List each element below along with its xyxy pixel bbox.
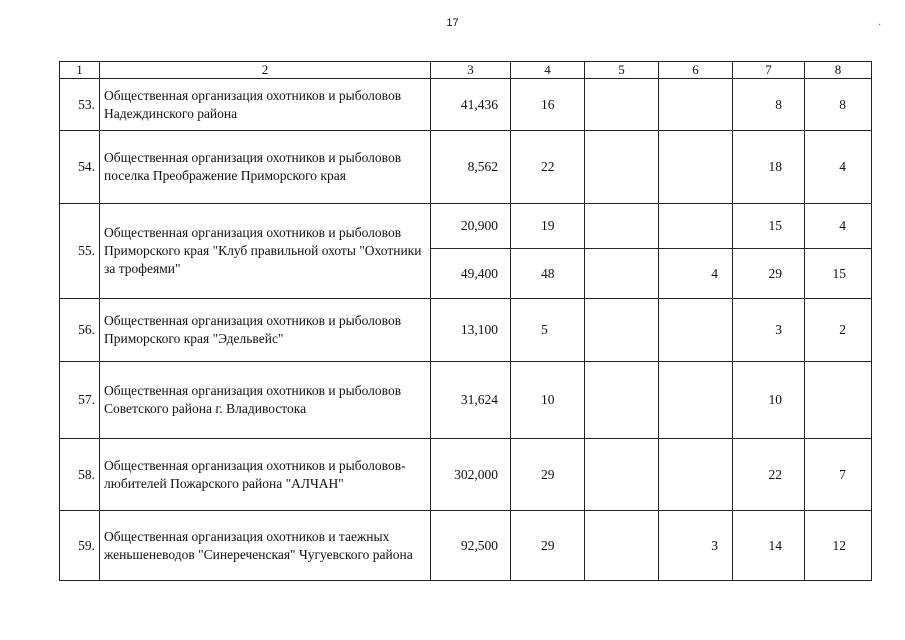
cell-col-4: 5 xyxy=(511,299,585,362)
cell-col-6 xyxy=(659,299,733,362)
cell-col-4: 19 xyxy=(511,204,585,249)
organization-name: Общественная организация охотников и рыболовов Приморского края "Эдельвейс" xyxy=(100,299,431,362)
row-number: 53. xyxy=(60,79,100,131)
column-header: 5 xyxy=(585,62,659,79)
organization-name: Общественная организация охотников и рыболовов поселка Преображение Приморского края xyxy=(100,131,431,204)
organization-name: Общественная организация охотников и рыболовов Надеждинского района xyxy=(100,79,431,131)
cell-col-5 xyxy=(585,439,659,511)
cell-col-6 xyxy=(659,439,733,511)
cell-col-7: 8 xyxy=(733,79,805,131)
cell-col-7: 15 xyxy=(733,204,805,249)
column-header: 4 xyxy=(511,62,585,79)
cell-col-7: 14 xyxy=(733,511,805,581)
cell-col-4: 29 xyxy=(511,439,585,511)
cell-col-6: 3 xyxy=(659,511,733,581)
cell-col-7: 22 xyxy=(733,439,805,511)
cell-col-8: 8 xyxy=(805,79,872,131)
row-number: 56. xyxy=(60,299,100,362)
row-number: 58. xyxy=(60,439,100,511)
cell-col-4: 22 xyxy=(511,131,585,204)
cell-col-3: 8,562 xyxy=(431,131,511,204)
cell-col-8: 15 xyxy=(805,249,872,299)
table-header-row xyxy=(60,62,872,79)
cell-col-6 xyxy=(659,204,733,249)
cell-col-5 xyxy=(585,511,659,581)
cell-col-7: 3 xyxy=(733,299,805,362)
row-number: 57. xyxy=(60,362,100,439)
cell-col-3: 92,500 xyxy=(431,511,511,581)
cell-col-5 xyxy=(585,249,659,299)
cell-col-7: 10 xyxy=(733,362,805,439)
cell-col-3: 41,436 xyxy=(431,79,511,131)
column-header: 3 xyxy=(431,62,511,79)
cell-col-3: 302,000 xyxy=(431,439,511,511)
cell-col-4: 29 xyxy=(511,511,585,581)
row-number: 59. xyxy=(60,511,100,581)
cell-col-4: 48 xyxy=(511,249,585,299)
cell-col-8: 4 xyxy=(805,131,872,204)
table-row xyxy=(60,131,872,204)
corner-mark: · xyxy=(878,20,882,31)
cell-col-5 xyxy=(585,299,659,362)
cell-col-7: 29 xyxy=(733,249,805,299)
cell-col-8: 12 xyxy=(805,511,872,581)
cell-col-3: 13,100 xyxy=(431,299,511,362)
column-header: 7 xyxy=(733,62,805,79)
row-number: 54. xyxy=(60,131,100,204)
column-header: 1 xyxy=(60,62,100,79)
cell-col-8 xyxy=(805,362,872,439)
cell-col-7: 18 xyxy=(733,131,805,204)
cell-col-4: 16 xyxy=(511,79,585,131)
cell-col-3: 49,400 xyxy=(431,249,511,299)
column-header: 6 xyxy=(659,62,733,79)
column-header: 2 xyxy=(100,62,431,79)
cell-col-3: 31,624 xyxy=(431,362,511,439)
cell-col-6 xyxy=(659,362,733,439)
organization-name: Общественная организация охотников и рыболовов-любителей Пожарского района "АЛЧАН" xyxy=(100,439,431,511)
cell-col-8: 7 xyxy=(805,439,872,511)
page-number: 17 xyxy=(446,17,459,29)
cell-col-6 xyxy=(659,131,733,204)
cell-col-8: 2 xyxy=(805,299,872,362)
cell-col-4: 10 xyxy=(511,362,585,439)
table-row xyxy=(60,511,872,581)
table-row xyxy=(60,362,872,439)
cell-col-5 xyxy=(585,79,659,131)
cell-col-5 xyxy=(585,362,659,439)
organization-name: Общественная организация охотников и рыболовов Приморского края "Клуб правильной охоты "Охотники за трофеями" xyxy=(100,204,431,299)
organization-name: Общественная организация охотников и таежных женьшеневодов "Синереченская" Чугуевского района xyxy=(100,511,431,581)
cell-col-5 xyxy=(585,131,659,204)
organization-name: Общественная организация охотников и рыболовов Советского района г. Владивостока xyxy=(100,362,431,439)
cell-col-6: 4 xyxy=(659,249,733,299)
table-row xyxy=(60,79,872,131)
table-row xyxy=(60,439,872,511)
data-table xyxy=(59,61,872,581)
cell-col-6 xyxy=(659,79,733,131)
cell-col-8: 4 xyxy=(805,204,872,249)
row-number: 55. xyxy=(60,204,100,299)
column-header: 8 xyxy=(805,62,872,79)
table-row xyxy=(60,299,872,362)
table-row xyxy=(60,204,872,249)
cell-col-5 xyxy=(585,204,659,249)
cell-col-3: 20,900 xyxy=(431,204,511,249)
